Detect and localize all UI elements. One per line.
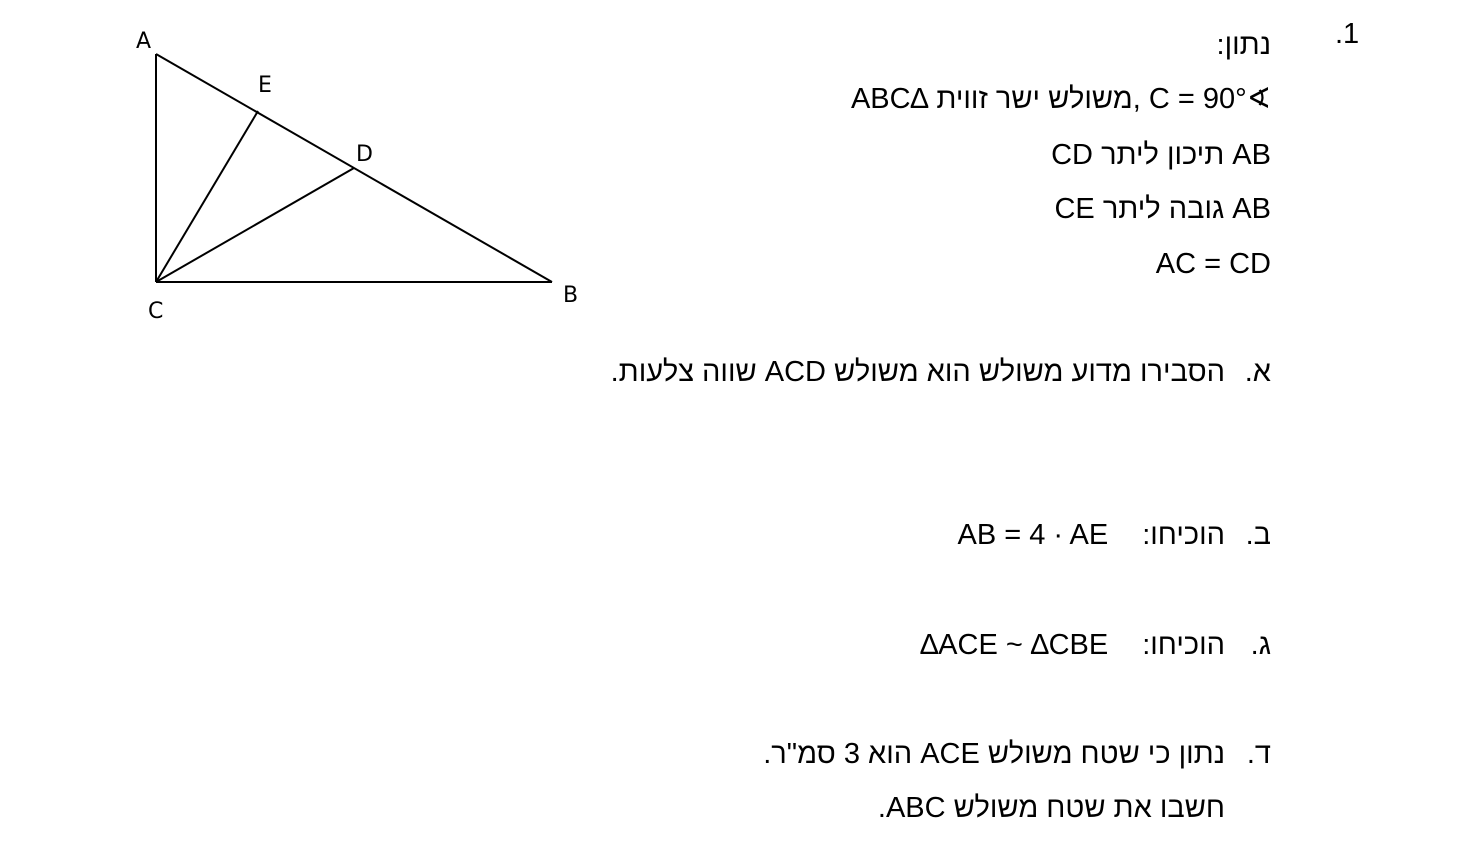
part-c-letter: ג. <box>1250 629 1271 661</box>
given-line-altitude: CE גובה ליתר AB <box>1054 193 1271 225</box>
given-line-right-triangle: ABC∆ משולש ישר זווית, C = 90°∢ <box>850 83 1271 115</box>
vertex-label-a: A <box>136 29 152 54</box>
part-b <box>957 518 1271 553</box>
part-b-math: AB = 4 · AE <box>957 519 1109 551</box>
part-c <box>920 628 1271 663</box>
vertex-label-c: C <box>148 299 164 324</box>
segment-ce <box>156 111 258 282</box>
part-c-text: הוכיחו: <box>1142 629 1225 661</box>
part-c-math: ∆ACE ~ ∆CBE <box>920 629 1109 661</box>
part-a-letter: א. <box>1244 356 1271 388</box>
part-d-text: נתון כי שטח משולש ACE הוא 3 סמ"ר. <box>763 738 1225 770</box>
given-line-median: CD תיכון ליתר AB <box>1051 139 1271 171</box>
vertex-label-d: D <box>356 142 373 167</box>
part-b-text: הוכיחו: <box>1142 519 1225 551</box>
part-d <box>763 737 1271 772</box>
part-d-letter: ד. <box>1246 738 1271 770</box>
triangle-lines <box>156 54 552 282</box>
part-a <box>611 355 1271 390</box>
part-a-text: הסבירו מדוע משולש הוא משולש ACD שווה צלעות. <box>610 356 1225 388</box>
vertex-label-b: B <box>563 283 579 308</box>
segment-cd <box>156 168 354 282</box>
triangle-diagram <box>120 20 600 330</box>
given-line-equal-sides: AC = CD <box>1155 248 1271 280</box>
vertex-label-e: E <box>258 73 272 98</box>
part-b-letter: ב. <box>1245 519 1271 551</box>
given-heading: נתון: <box>1216 29 1271 61</box>
question-number: .1 <box>1335 18 1360 50</box>
part-d-continuation: חשבו את שטח משולש ABC. <box>877 792 1225 824</box>
